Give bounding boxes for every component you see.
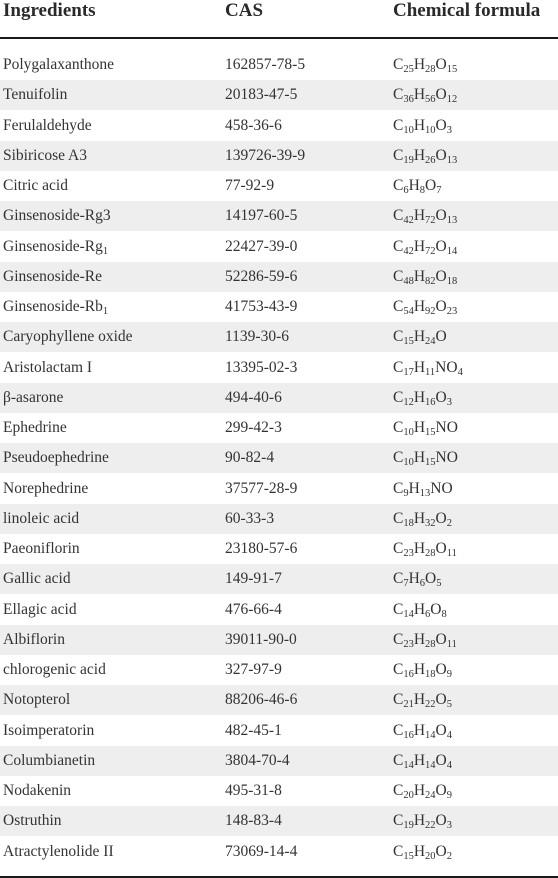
chemical-formula: $C_{14}H_6O_8$ xyxy=(393,600,447,620)
ingredient-name: Ginsenoside-Re xyxy=(3,267,103,285)
cas-number: 458-36-6 xyxy=(225,116,282,134)
cas-number: 23180-57-6 xyxy=(225,540,298,557)
chemical-formula: $C_{19}H_{22}O_3$ xyxy=(393,812,452,832)
cas-number: 20183-47-5 xyxy=(225,86,298,104)
ingredient-name: Nodakenin xyxy=(3,782,72,799)
table-row xyxy=(0,353,558,383)
ingredient-name: Ellagic acid xyxy=(3,600,77,618)
ingredient-name: Pseudoephedrine xyxy=(3,449,109,467)
cas-number: 90-82-4 xyxy=(225,449,275,467)
cas-number: 39011-90-0 xyxy=(225,630,297,648)
chemical-formula: $C_{17}H_{11}NO_4$ xyxy=(393,358,463,378)
ingredient-name: Polygalaxanthone xyxy=(3,56,115,73)
chemical-formula: $C_{15}H_{24}O$ xyxy=(393,328,447,348)
ingredient-name: Tenuifolin xyxy=(3,86,68,104)
table-row xyxy=(0,292,558,322)
table-header xyxy=(0,0,558,38)
chemical-formula: $C_{18}H_{32}O_2$ xyxy=(393,509,452,529)
table-row xyxy=(0,262,558,292)
ingredient-name: Ginsenoside-Rg3 xyxy=(3,207,111,225)
ingredient-name: Norephedrine xyxy=(3,479,89,497)
chemical-formula: $C_7H_6O_5$ xyxy=(393,570,442,590)
cas-number: 88206-46-6 xyxy=(225,691,298,709)
ingredient-name: Ephedrine xyxy=(3,419,67,436)
ingredient-name: chlorogenic acid xyxy=(3,661,106,678)
header-ingredients: Ingredients xyxy=(3,0,96,21)
ingredient-name: Ginsenoside-$Rb_1$ xyxy=(3,298,109,317)
table-row xyxy=(0,534,558,564)
ingredient-name: Isoimperatorin xyxy=(3,721,95,739)
table-row xyxy=(0,201,558,231)
table-row xyxy=(0,413,558,443)
cas-number: 37577-28-9 xyxy=(225,479,298,497)
ingredient-name: β-asarone xyxy=(3,388,64,406)
cas-number: 22427-39-0 xyxy=(225,237,298,255)
cas-number: 299-42-3 xyxy=(225,419,282,436)
cas-number: 139726-39-9 xyxy=(225,146,306,164)
table-row xyxy=(0,595,558,625)
cas-number: 13395-02-3 xyxy=(225,358,298,376)
cas-number: 162857-78-5 xyxy=(225,56,306,73)
ingredient-name: Ferulaldehyde xyxy=(3,116,92,134)
cas-number: 60-33-3 xyxy=(225,509,275,527)
chemical-formula: $C_{25}H_{28}O_{15}$ xyxy=(393,56,458,75)
ingredient-name: Caryophyllene oxide xyxy=(3,328,133,346)
table-row xyxy=(0,50,558,80)
chemical-formula: $C_{16}H_{14}O_4$ xyxy=(393,721,452,741)
table-row xyxy=(0,504,558,534)
chemical-formula: $C_{14}H_{14}O_4$ xyxy=(393,751,452,771)
chemical-formula: $C_{16}H_{18}O_9$ xyxy=(393,661,452,680)
cas-number: 476-66-4 xyxy=(225,600,282,618)
cas-number: 148-83-4 xyxy=(225,812,282,830)
ingredient-name: Ginsenoside-$Rg_1$ xyxy=(3,237,109,257)
cas-number: 1139-30-6 xyxy=(225,328,289,346)
ingredient-name: Notopterol xyxy=(3,691,71,709)
cas-number: 77-92-9 xyxy=(225,177,275,194)
chemical-formula: $C_{10}H_{15}NO$ xyxy=(393,449,458,469)
ingredient-name: Albiflorin xyxy=(3,630,65,648)
table-row xyxy=(0,806,558,836)
chemical-formula: $C_9H_{13}NO$ xyxy=(393,479,453,499)
ingredient-name: Citric acid xyxy=(3,177,68,194)
chemical-formula: $C_{19}H_{26}O_{13}$ xyxy=(393,146,458,166)
table-row xyxy=(0,141,558,171)
chemical-formula: $C_{23}H_{28}O_{11}$ xyxy=(393,630,457,650)
table-row xyxy=(0,322,558,352)
table-row xyxy=(0,443,558,473)
ingredient-name: Sibiricose A3 xyxy=(3,146,87,164)
chemical-formula: $C_{42}H_{72}O_{13}$ xyxy=(393,207,458,227)
table-row xyxy=(0,171,558,201)
table-row xyxy=(0,232,558,262)
chemical-formula: $C_{12}H_{16}O_3$ xyxy=(393,388,452,408)
ingredient-name: Atractylenolide II xyxy=(3,842,114,860)
chemical-formula: $C_{48}H_{82}O_{18}$ xyxy=(393,267,458,287)
header-chemical-formula: Chemical formula xyxy=(393,0,541,21)
cas-number: 52286-59-6 xyxy=(225,267,298,285)
cas-number: 495-31-8 xyxy=(225,782,282,799)
cas-number: 482-45-1 xyxy=(225,721,282,739)
ingredient-name: linoleic acid xyxy=(3,509,80,527)
cas-number: 3804-70-4 xyxy=(225,751,290,769)
chemical-formula: $C_{20}H_{24}O_9$ xyxy=(393,782,452,801)
ingredient-name: Ostruthin xyxy=(3,812,62,830)
table-row xyxy=(0,625,558,655)
cas-number: 14197-60-5 xyxy=(225,207,298,225)
cas-number: 73069-14-4 xyxy=(225,842,298,860)
cas-number: 327-97-9 xyxy=(225,661,282,678)
cas-number: 41753-43-9 xyxy=(225,298,298,315)
chemical-formula: $C_{10}H_{10}O_3$ xyxy=(393,116,452,136)
table-row xyxy=(0,655,558,685)
cas-number: 149-91-7 xyxy=(225,570,282,588)
table-row xyxy=(0,837,558,867)
table-row xyxy=(0,111,558,141)
table-row xyxy=(0,776,558,806)
chemical-formula: $C_{15}H_{20}O_2$ xyxy=(393,842,452,862)
chemical-formula: $C_{42}H_{72}O_{14}$ xyxy=(393,237,458,257)
chemical-formula: $C_{54}H_{92}O_{23}$ xyxy=(393,298,458,317)
ingredient-name: Paeoniflorin xyxy=(3,540,80,557)
chemical-formula: $C_{10}H_{15}NO$ xyxy=(393,419,458,438)
table-row xyxy=(0,564,558,594)
ingredient-name: Columbianetin xyxy=(3,751,96,769)
table-row xyxy=(0,383,558,413)
chemical-formula: $C_{36}H_{56}O_{12}$ xyxy=(393,86,458,106)
table-row xyxy=(0,80,558,110)
cas-number: 494-40-6 xyxy=(225,388,282,406)
chemical-formula: $C_6H_8O_7$ xyxy=(393,177,442,196)
chemical-formula: $C_{23}H_{28}O_{11}$ xyxy=(393,540,457,559)
ingredient-name: Gallic acid xyxy=(3,570,71,588)
chemical-formula: $C_{21}H_{22}O_5$ xyxy=(393,691,452,711)
ingredient-name: Aristolactam I xyxy=(3,358,93,376)
header-cas: CAS xyxy=(225,0,264,21)
header-rule xyxy=(0,37,558,39)
table-row xyxy=(0,716,558,746)
table-row xyxy=(0,685,558,715)
table-row xyxy=(0,746,558,776)
table-row xyxy=(0,474,558,504)
